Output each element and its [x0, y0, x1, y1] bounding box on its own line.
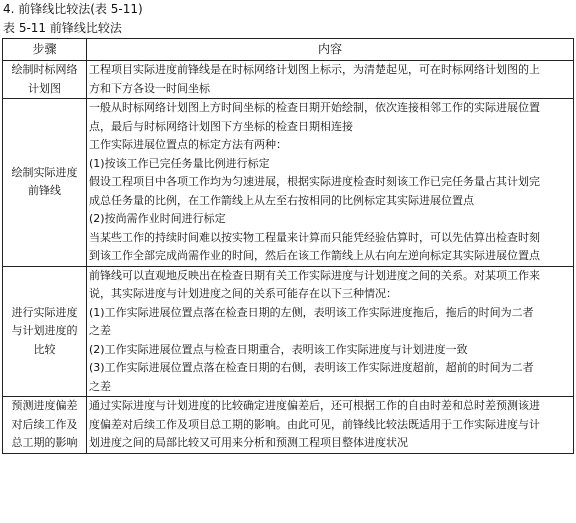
table-header-row: [3, 39, 574, 61]
step-line: 绘制时标网络: [11, 63, 78, 76]
content-line: 工作实际进展位置点的标定方法有两种：: [89, 138, 287, 151]
content-line: (3)工作实际进展位置点落在检查日期的右侧，表明该工作实际进度超前，超前的时间为二者: [89, 361, 534, 374]
content-cell: [87, 266, 574, 397]
content-line: 通过实际进度与计划进度的比较确定进度偏差后，还可根据工作的自由时差和总时差预测该进: [89, 399, 540, 412]
header-content: 内容: [87, 39, 574, 61]
content-cell: [87, 397, 574, 454]
table-row: [3, 397, 574, 454]
header-step: 步骤: [3, 39, 87, 61]
step-cell: [3, 61, 87, 99]
comparison-table: [2, 38, 574, 454]
step-line: 前锋线: [28, 184, 61, 198]
table-caption: 表 5-11 前锋线比较法: [3, 21, 122, 35]
step-line: 预测进度偏差: [11, 399, 78, 412]
step-line: 与计划进度的: [11, 324, 78, 337]
content-line: 之差: [89, 324, 111, 337]
content-cell: [87, 99, 574, 267]
content-line: (1)按该工作已完任务量比例进行标定: [89, 156, 270, 170]
table-row: [3, 266, 574, 397]
content-line: 假设工程项目中各项工作均为匀速进展，根据实际进度检查时刻该工作已完任务量占其计划完: [89, 175, 540, 188]
content-line: 到该工作全部完成尚需作业的时间，然后在该工作箭线上从右向左逆向标定其实际进展位置点: [89, 249, 540, 262]
content-line: (2)工作实际进展位置点与检查日期重合，表明该工作实际进度与计划进度一致: [89, 342, 468, 356]
step-line: 进行实际进度: [11, 305, 78, 319]
content-line: 度偏差对后续工作及项目总工期的影响。由此可见，前锋线比较法既适用于工作实际进度与计: [89, 417, 540, 431]
content-line: 一般从时标网络计划图上方时间坐标的检查日期开始绘制，依次连接相邻工作的实际进展位置: [89, 101, 540, 114]
content-line: 说，其实际进度与计划进度之间的关系可能存在以下三种情况：: [89, 287, 397, 300]
content-line: 成总任务量的比例，在工作箭线上从左至右按相同的比例标定其实际进展位置点: [89, 193, 474, 207]
table-row: [3, 61, 574, 99]
step-line: 计划图: [28, 81, 61, 95]
content-line: (1)工作实际进展位置点落在检查日期的左侧，表明该工作实际进度拖后，拖后的时间为二者: [89, 305, 534, 319]
step-cell: [3, 266, 87, 397]
step-line: 绘制实际进度: [11, 165, 78, 179]
content-line: 前锋线可以直观地反映出在检查日期有关工作实际进度与计划进度之间的关系。对某项工作来: [89, 268, 540, 282]
content-line: 当某些工作的持续时间难以按实物工程量来计算而只能凭经验估算时，可以先估算出检查时刻: [89, 230, 540, 244]
section-heading: 4. 前锋线比较法(表 5-11): [3, 2, 143, 16]
step-cell: [3, 99, 87, 267]
table-row: [3, 99, 574, 267]
step-line: 对后续工作及: [11, 417, 78, 431]
step-cell: [3, 397, 87, 454]
step-line: 比较: [33, 342, 56, 356]
content-line: 划进度之间的局部比较又可用来分析和预测工程项目整体进度状况: [89, 436, 408, 449]
content-line: 之差: [89, 379, 111, 393]
content-cell: [87, 61, 574, 99]
content-line: (2)按尚需作业时间进行标定: [89, 212, 226, 225]
step-line: 总工期的影响: [11, 436, 78, 449]
content-line: 点，最后与时标网络计划图下方坐标的检查日期相连接: [89, 119, 353, 133]
content-line: 工程项目实际进度前锋线是在时标网络计划图上标示，为清楚起见，可在时标网络计划图的上: [89, 63, 540, 76]
content-line: 方和下方各设一时间坐标: [89, 81, 210, 95]
